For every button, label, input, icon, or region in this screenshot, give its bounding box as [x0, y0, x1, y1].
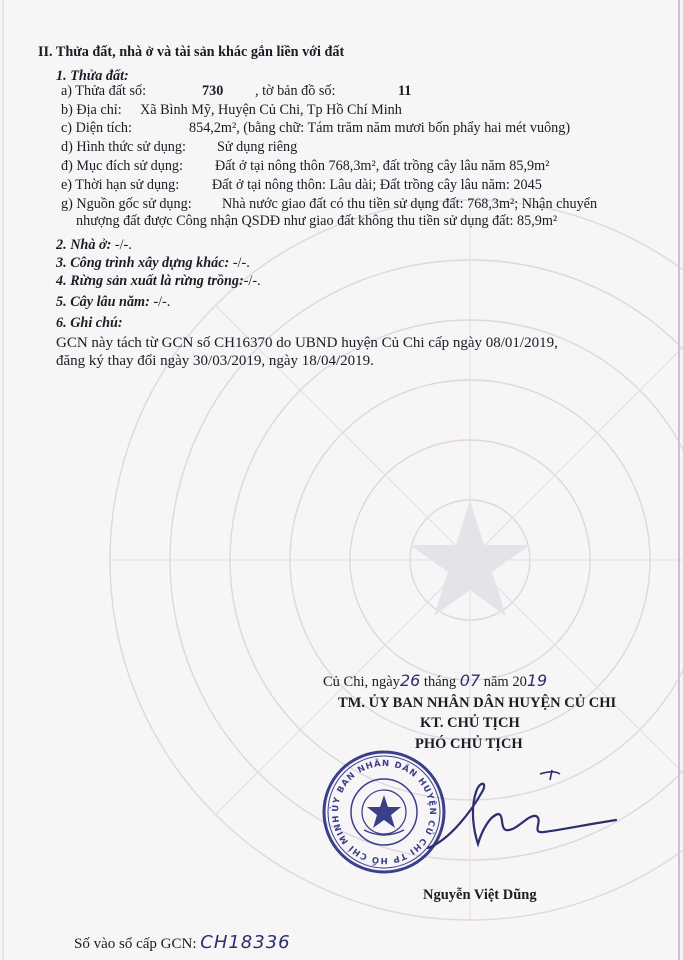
perennial-value: -/-. — [153, 294, 171, 310]
construction-value: -/-. — [232, 255, 250, 271]
handwritten-signature — [420, 770, 620, 860]
perennial-heading: 5. Cây lâu năm: — [56, 294, 150, 310]
notes-line-2: đăng ký thay đổi ngày 30/03/2019, ngày 18/04/2019. — [56, 353, 374, 369]
construction-row — [56, 254, 250, 272]
purpose-value: Đất ở tại nông thôn 768,3m², đất trồng cây lâu năm 85,9m² — [215, 158, 550, 174]
registry-label: Số vào sổ cấp GCN: — [74, 936, 197, 952]
date-year-label: năm 20 — [483, 674, 527, 690]
forest-value: -/-. — [243, 273, 261, 289]
parcel-number: 730 — [202, 83, 224, 99]
date-month-label: tháng — [423, 674, 457, 690]
map-label: , tờ bản đồ số: — [255, 83, 336, 99]
section-title: II. Thửa đất, nhà ở và tài sản khác gắn liền với đất — [38, 44, 345, 60]
land-heading: 1. Thửa đất: — [56, 68, 129, 84]
address-value: Xã Bình Mỹ, Huyện Củ Chi, Tp Hồ Chí Minh — [140, 102, 402, 118]
area-value: 854,2m², (bằng chữ: Tám trăm năm mươi bốn phẩy hai mét vuông) — [189, 120, 571, 136]
forest-heading: 4. Rừng sản xuất là rừng trồng: — [56, 273, 244, 289]
date-prefix: Củ Chi, ngày — [323, 674, 400, 690]
parcel-label: a) Thửa đất số: — [61, 83, 147, 99]
notes-heading: 6. Ghi chú: — [56, 315, 123, 331]
role-chairman: KT. CHỦ TỊCH — [420, 715, 520, 731]
purpose-label: đ) Mục đích sử dụng: — [61, 158, 183, 174]
usage-form-label: d) Hình thức sử dụng: — [61, 139, 186, 155]
house-value: -/-. — [114, 237, 132, 253]
registry-row — [74, 934, 291, 953]
address-label: b) Địa chỉ: — [61, 102, 122, 118]
origin-line-2: nhượng đất được Công nhận QSDĐ như giao đất không thu tiền sử dụng đất: 85,9m² — [76, 213, 558, 229]
issuing-org: TM. ỦY BAN NHÂN DÂN HUYỆN CỦ CHI — [338, 695, 617, 711]
date-line — [323, 672, 547, 691]
perennial-row — [56, 293, 170, 311]
date-month: 07 — [459, 671, 481, 690]
registry-number: CH18336 — [200, 932, 291, 953]
construction-heading: 3. Công trình xây dựng khác: — [56, 255, 230, 271]
origin-label: g) Nguồn gốc sử dụng: — [61, 196, 192, 212]
usage-form-value: Sử dụng riêng — [217, 139, 298, 155]
house-row — [56, 236, 132, 254]
notes-line-1: GCN này tách từ GCN số CH16370 do UBND huyện Củ Chi cấp ngày 08/01/2019, — [56, 335, 558, 351]
house-heading: 2. Nhà ở: — [56, 237, 112, 253]
date-year: 19 — [526, 671, 548, 690]
svg-text:ỦY BAN NHÂN DÂN HUYỆN CỦ CHI T: ỦY BAN NHÂN DÂN HUYỆN CỦ CHI TP HỒ CHÍ MINH — [330, 758, 438, 866]
signer-name: Nguyễn Việt Dũng — [423, 887, 537, 903]
origin-line-1: Nhà nước giao đất có thu tiền sử dụng đất: 768,3m²; Nhận chuyển — [222, 196, 598, 212]
role-vice-chairman: PHÓ CHỦ TỊCH — [415, 736, 523, 752]
area-label: c) Diện tích: — [61, 120, 132, 136]
term-label: e) Thời hạn sử dụng: — [61, 177, 180, 193]
term-value: Đất ở tại nông thôn: Lâu dài; Đất trồng cây lâu năm: 2045 — [212, 177, 542, 193]
map-number: 11 — [398, 83, 412, 99]
date-day: 26 — [399, 671, 421, 690]
forest-row — [56, 272, 261, 290]
